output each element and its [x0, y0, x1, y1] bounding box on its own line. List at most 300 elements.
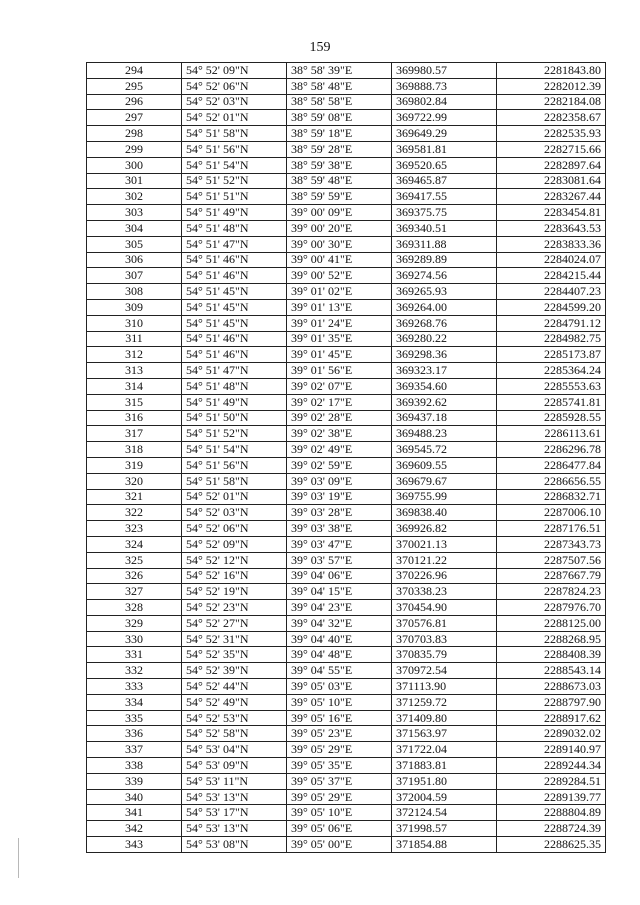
latitude-cell: 54° 52' 19"N — [182, 584, 287, 600]
point-number-cell: 334 — [87, 694, 182, 710]
x-coordinate-cell: 371563.97 — [392, 726, 497, 742]
table-row — [87, 710, 606, 726]
latitude-cell: 54° 52' 49"N — [182, 694, 287, 710]
table-row — [87, 299, 606, 315]
table-row — [87, 394, 606, 410]
point-number-cell: 342 — [87, 821, 182, 837]
x-coordinate-cell: 372004.59 — [392, 789, 497, 805]
x-coordinate-cell: 369679.67 — [392, 473, 497, 489]
x-coordinate-cell: 371409.80 — [392, 710, 497, 726]
y-coordinate-cell: 2288804.89 — [497, 805, 606, 821]
latitude-cell: 54° 52' 01"N — [182, 489, 287, 505]
latitude-cell: 54° 52' 06"N — [182, 78, 287, 94]
latitude-cell: 54° 53' 09"N — [182, 758, 287, 774]
y-coordinate-cell: 2287976.70 — [497, 600, 606, 616]
table-row — [87, 773, 606, 789]
x-coordinate-cell: 370454.90 — [392, 600, 497, 616]
table-row — [87, 363, 606, 379]
point-number-cell: 328 — [87, 600, 182, 616]
x-coordinate-cell: 370021.13 — [392, 536, 497, 552]
longitude-cell: 39° 03' 47"E — [287, 536, 392, 552]
latitude-cell: 54° 51' 56"N — [182, 141, 287, 157]
point-number-cell: 326 — [87, 568, 182, 584]
point-number-cell: 319 — [87, 457, 182, 473]
y-coordinate-cell: 2282358.67 — [497, 110, 606, 126]
y-coordinate-cell: 2287667.79 — [497, 568, 606, 584]
y-coordinate-cell: 2284599.20 — [497, 299, 606, 315]
y-coordinate-cell: 2284024.07 — [497, 252, 606, 268]
table-row — [87, 758, 606, 774]
latitude-cell: 54° 52' 23"N — [182, 600, 287, 616]
point-number-cell: 314 — [87, 378, 182, 394]
y-coordinate-cell: 2282715.66 — [497, 141, 606, 157]
x-coordinate-cell: 369264.00 — [392, 299, 497, 315]
point-number-cell: 307 — [87, 268, 182, 284]
y-coordinate-cell: 2286296.78 — [497, 442, 606, 458]
y-coordinate-cell: 2285928.55 — [497, 410, 606, 426]
longitude-cell: 38° 59' 59"E — [287, 189, 392, 205]
latitude-cell: 54° 51' 56"N — [182, 457, 287, 473]
table-row — [87, 821, 606, 837]
x-coordinate-cell: 369268.76 — [392, 315, 497, 331]
point-number-cell: 325 — [87, 552, 182, 568]
x-coordinate-cell: 369722.99 — [392, 110, 497, 126]
latitude-cell: 54° 51' 46"N — [182, 252, 287, 268]
x-coordinate-cell: 369280.22 — [392, 331, 497, 347]
point-number-cell: 305 — [87, 236, 182, 252]
table-row — [87, 284, 606, 300]
point-number-cell: 332 — [87, 663, 182, 679]
x-coordinate-cell: 370226.96 — [392, 568, 497, 584]
y-coordinate-cell: 2283833.36 — [497, 236, 606, 252]
y-coordinate-cell: 2289244.34 — [497, 758, 606, 774]
longitude-cell: 39° 05' 37"E — [287, 773, 392, 789]
latitude-cell: 54° 53' 11"N — [182, 773, 287, 789]
table-row — [87, 552, 606, 568]
latitude-cell: 54° 52' 27"N — [182, 615, 287, 631]
longitude-cell: 39° 04' 15"E — [287, 584, 392, 600]
point-number-cell: 336 — [87, 726, 182, 742]
latitude-cell: 54° 51' 54"N — [182, 157, 287, 173]
x-coordinate-cell: 369488.23 — [392, 426, 497, 442]
y-coordinate-cell: 2288625.35 — [497, 837, 606, 853]
longitude-cell: 39° 05' 29"E — [287, 742, 392, 758]
table-row — [87, 205, 606, 221]
x-coordinate-cell: 369755.99 — [392, 489, 497, 505]
y-coordinate-cell: 2285741.81 — [497, 394, 606, 410]
point-number-cell: 331 — [87, 647, 182, 663]
x-coordinate-cell: 369926.82 — [392, 521, 497, 537]
latitude-cell: 54° 52' 44"N — [182, 679, 287, 695]
longitude-cell: 39° 04' 23"E — [287, 600, 392, 616]
point-number-cell: 309 — [87, 299, 182, 315]
table-row — [87, 315, 606, 331]
longitude-cell: 38° 58' 58"E — [287, 94, 392, 110]
longitude-cell: 39° 03' 09"E — [287, 473, 392, 489]
point-number-cell: 320 — [87, 473, 182, 489]
longitude-cell: 39° 03' 38"E — [287, 521, 392, 537]
table-row — [87, 615, 606, 631]
y-coordinate-cell: 2283081.64 — [497, 173, 606, 189]
latitude-cell: 54° 51' 50"N — [182, 410, 287, 426]
y-coordinate-cell: 2288125.00 — [497, 615, 606, 631]
table-row — [87, 600, 606, 616]
longitude-cell: 39° 05' 29"E — [287, 789, 392, 805]
latitude-cell: 54° 52' 39"N — [182, 663, 287, 679]
table-row — [87, 536, 606, 552]
x-coordinate-cell: 369649.29 — [392, 126, 497, 142]
y-coordinate-cell: 2284982.75 — [497, 331, 606, 347]
latitude-cell: 54° 52' 31"N — [182, 631, 287, 647]
table-row — [87, 110, 606, 126]
y-coordinate-cell: 2282184.08 — [497, 94, 606, 110]
x-coordinate-cell: 369888.73 — [392, 78, 497, 94]
y-coordinate-cell: 2282897.64 — [497, 157, 606, 173]
point-number-cell: 311 — [87, 331, 182, 347]
longitude-cell: 39° 03' 28"E — [287, 505, 392, 521]
y-coordinate-cell: 2287824.23 — [497, 584, 606, 600]
point-number-cell: 310 — [87, 315, 182, 331]
y-coordinate-cell: 2287507.56 — [497, 552, 606, 568]
x-coordinate-cell: 369311.88 — [392, 236, 497, 252]
longitude-cell: 39° 04' 40"E — [287, 631, 392, 647]
y-coordinate-cell: 2288408.39 — [497, 647, 606, 663]
table-row — [87, 521, 606, 537]
table-row — [87, 473, 606, 489]
longitude-cell: 39° 00' 41"E — [287, 252, 392, 268]
longitude-cell: 39° 01' 13"E — [287, 299, 392, 315]
longitude-cell: 39° 02' 59"E — [287, 457, 392, 473]
table-row — [87, 347, 606, 363]
scan-margin-mark — [18, 838, 19, 878]
latitude-cell: 54° 51' 52"N — [182, 426, 287, 442]
x-coordinate-cell: 370972.54 — [392, 663, 497, 679]
y-coordinate-cell: 2286832.71 — [497, 489, 606, 505]
point-number-cell: 329 — [87, 615, 182, 631]
table-row — [87, 789, 606, 805]
y-coordinate-cell: 2285173.87 — [497, 347, 606, 363]
table-row — [87, 141, 606, 157]
table-row — [87, 220, 606, 236]
longitude-cell: 38° 59' 08"E — [287, 110, 392, 126]
longitude-cell: 38° 58' 48"E — [287, 78, 392, 94]
latitude-cell: 54° 51' 54"N — [182, 442, 287, 458]
point-number-cell: 296 — [87, 94, 182, 110]
point-number-cell: 315 — [87, 394, 182, 410]
longitude-cell: 39° 05' 00"E — [287, 837, 392, 853]
table-row — [87, 489, 606, 505]
table-row — [87, 236, 606, 252]
latitude-cell: 54° 52' 12"N — [182, 552, 287, 568]
longitude-cell: 39° 05' 16"E — [287, 710, 392, 726]
point-number-cell: 324 — [87, 536, 182, 552]
coordinates-table-body — [87, 63, 606, 853]
table-row — [87, 584, 606, 600]
x-coordinate-cell: 370835.79 — [392, 647, 497, 663]
latitude-cell: 54° 52' 58"N — [182, 726, 287, 742]
y-coordinate-cell: 2282012.39 — [497, 78, 606, 94]
x-coordinate-cell: 369838.40 — [392, 505, 497, 521]
longitude-cell: 39° 02' 38"E — [287, 426, 392, 442]
table-row — [87, 426, 606, 442]
x-coordinate-cell: 370576.81 — [392, 615, 497, 631]
latitude-cell: 54° 51' 52"N — [182, 173, 287, 189]
latitude-cell: 54° 52' 35"N — [182, 647, 287, 663]
longitude-cell: 39° 00' 30"E — [287, 236, 392, 252]
point-number-cell: 312 — [87, 347, 182, 363]
point-number-cell: 323 — [87, 521, 182, 537]
point-number-cell: 308 — [87, 284, 182, 300]
y-coordinate-cell: 2289032.02 — [497, 726, 606, 742]
x-coordinate-cell: 371259.72 — [392, 694, 497, 710]
page-number: 159 — [309, 40, 331, 55]
x-coordinate-cell: 369354.60 — [392, 378, 497, 394]
y-coordinate-cell: 2283454.81 — [497, 205, 606, 221]
x-coordinate-cell: 369980.57 — [392, 63, 497, 79]
y-coordinate-cell: 2286477.84 — [497, 457, 606, 473]
x-coordinate-cell: 369323.17 — [392, 363, 497, 379]
y-coordinate-cell: 2283267.44 — [497, 189, 606, 205]
y-coordinate-cell: 2288673.03 — [497, 679, 606, 695]
latitude-cell: 54° 51' 47"N — [182, 363, 287, 379]
point-number-cell: 341 — [87, 805, 182, 821]
longitude-cell: 38° 59' 18"E — [287, 126, 392, 142]
latitude-cell: 54° 51' 46"N — [182, 268, 287, 284]
point-number-cell: 322 — [87, 505, 182, 521]
table-row — [87, 694, 606, 710]
latitude-cell: 54° 52' 01"N — [182, 110, 287, 126]
table-row — [87, 505, 606, 521]
y-coordinate-cell: 2282535.93 — [497, 126, 606, 142]
point-number-cell: 339 — [87, 773, 182, 789]
table-row — [87, 78, 606, 94]
point-number-cell: 330 — [87, 631, 182, 647]
longitude-cell: 39° 05' 35"E — [287, 758, 392, 774]
latitude-cell: 54° 51' 58"N — [182, 473, 287, 489]
table-row — [87, 252, 606, 268]
table-row — [87, 268, 606, 284]
table-row — [87, 189, 606, 205]
latitude-cell: 54° 53' 04"N — [182, 742, 287, 758]
latitude-cell: 54° 52' 16"N — [182, 568, 287, 584]
x-coordinate-cell: 369609.55 — [392, 457, 497, 473]
point-number-cell: 343 — [87, 837, 182, 853]
longitude-cell: 39° 04' 48"E — [287, 647, 392, 663]
longitude-cell: 39° 01' 56"E — [287, 363, 392, 379]
y-coordinate-cell: 2287343.73 — [497, 536, 606, 552]
x-coordinate-cell: 369340.51 — [392, 220, 497, 236]
x-coordinate-cell: 369520.65 — [392, 157, 497, 173]
longitude-cell: 39° 00' 52"E — [287, 268, 392, 284]
latitude-cell: 54° 53' 08"N — [182, 837, 287, 853]
point-number-cell: 335 — [87, 710, 182, 726]
point-number-cell: 340 — [87, 789, 182, 805]
longitude-cell: 39° 02' 07"E — [287, 378, 392, 394]
longitude-cell: 39° 01' 45"E — [287, 347, 392, 363]
x-coordinate-cell: 371998.57 — [392, 821, 497, 837]
table-row — [87, 742, 606, 758]
y-coordinate-cell: 2285364.24 — [497, 363, 606, 379]
table-row — [87, 63, 606, 79]
longitude-cell: 39° 05' 23"E — [287, 726, 392, 742]
latitude-cell: 54° 51' 45"N — [182, 315, 287, 331]
point-number-cell: 300 — [87, 157, 182, 173]
longitude-cell: 39° 02' 49"E — [287, 442, 392, 458]
table-row — [87, 679, 606, 695]
point-number-cell: 313 — [87, 363, 182, 379]
point-number-cell: 299 — [87, 141, 182, 157]
latitude-cell: 54° 52' 53"N — [182, 710, 287, 726]
point-number-cell: 297 — [87, 110, 182, 126]
table-row — [87, 94, 606, 110]
point-number-cell: 294 — [87, 63, 182, 79]
latitude-cell: 54° 51' 45"N — [182, 299, 287, 315]
longitude-cell: 38° 58' 39"E — [287, 63, 392, 79]
point-number-cell: 302 — [87, 189, 182, 205]
point-number-cell: 337 — [87, 742, 182, 758]
longitude-cell: 39° 02' 17"E — [287, 394, 392, 410]
longitude-cell: 39° 00' 20"E — [287, 220, 392, 236]
table-row — [87, 663, 606, 679]
y-coordinate-cell: 2283643.53 — [497, 220, 606, 236]
point-number-cell: 333 — [87, 679, 182, 695]
point-number-cell: 317 — [87, 426, 182, 442]
y-coordinate-cell: 2281843.80 — [497, 63, 606, 79]
x-coordinate-cell: 369392.62 — [392, 394, 497, 410]
longitude-cell: 39° 01' 24"E — [287, 315, 392, 331]
x-coordinate-cell: 370703.83 — [392, 631, 497, 647]
point-number-cell: 298 — [87, 126, 182, 142]
x-coordinate-cell: 370338.23 — [392, 584, 497, 600]
x-coordinate-cell: 371722.04 — [392, 742, 497, 758]
longitude-cell: 39° 01' 35"E — [287, 331, 392, 347]
longitude-cell: 39° 04' 55"E — [287, 663, 392, 679]
latitude-cell: 54° 51' 48"N — [182, 220, 287, 236]
latitude-cell: 54° 51' 58"N — [182, 126, 287, 142]
latitude-cell: 54° 51' 48"N — [182, 378, 287, 394]
table-row — [87, 837, 606, 853]
y-coordinate-cell: 2284407.23 — [497, 284, 606, 300]
point-number-cell: 316 — [87, 410, 182, 426]
table-row — [87, 378, 606, 394]
x-coordinate-cell: 371951.80 — [392, 773, 497, 789]
y-coordinate-cell: 2286656.55 — [497, 473, 606, 489]
point-number-cell: 303 — [87, 205, 182, 221]
latitude-cell: 54° 53' 17"N — [182, 805, 287, 821]
latitude-cell: 54° 51' 49"N — [182, 394, 287, 410]
latitude-cell: 54° 52' 09"N — [182, 536, 287, 552]
longitude-cell: 39° 00' 09"E — [287, 205, 392, 221]
longitude-cell: 38° 59' 28"E — [287, 141, 392, 157]
x-coordinate-cell: 371113.90 — [392, 679, 497, 695]
longitude-cell: 39° 03' 19"E — [287, 489, 392, 505]
longitude-cell: 39° 03' 57"E — [287, 552, 392, 568]
y-coordinate-cell: 2289139.77 — [497, 789, 606, 805]
latitude-cell: 54° 52' 03"N — [182, 94, 287, 110]
table-row — [87, 173, 606, 189]
latitude-cell: 54° 51' 51"N — [182, 189, 287, 205]
y-coordinate-cell: 2288797.90 — [497, 694, 606, 710]
x-coordinate-cell: 369289.89 — [392, 252, 497, 268]
y-coordinate-cell: 2288724.39 — [497, 821, 606, 837]
longitude-cell: 39° 05' 03"E — [287, 679, 392, 695]
table-row — [87, 410, 606, 426]
point-number-cell: 306 — [87, 252, 182, 268]
x-coordinate-cell: 369545.72 — [392, 442, 497, 458]
longitude-cell: 39° 05' 10"E — [287, 694, 392, 710]
y-coordinate-cell: 2289140.97 — [497, 742, 606, 758]
latitude-cell: 54° 51' 45"N — [182, 284, 287, 300]
longitude-cell: 39° 04' 32"E — [287, 615, 392, 631]
point-number-cell: 301 — [87, 173, 182, 189]
latitude-cell: 54° 52' 06"N — [182, 521, 287, 537]
coordinates-table — [86, 62, 606, 853]
y-coordinate-cell: 2284215.44 — [497, 268, 606, 284]
y-coordinate-cell: 2285553.63 — [497, 378, 606, 394]
latitude-cell: 54° 51' 49"N — [182, 205, 287, 221]
table-row — [87, 457, 606, 473]
latitude-cell: 54° 51' 46"N — [182, 347, 287, 363]
table-row — [87, 442, 606, 458]
x-coordinate-cell: 371854.88 — [392, 837, 497, 853]
latitude-cell: 54° 53' 13"N — [182, 821, 287, 837]
y-coordinate-cell: 2288268.95 — [497, 631, 606, 647]
latitude-cell: 54° 52' 03"N — [182, 505, 287, 521]
table-row — [87, 568, 606, 584]
point-number-cell: 304 — [87, 220, 182, 236]
x-coordinate-cell: 369802.84 — [392, 94, 497, 110]
latitude-cell: 54° 52' 09"N — [182, 63, 287, 79]
y-coordinate-cell: 2287006.10 — [497, 505, 606, 521]
x-coordinate-cell: 369581.81 — [392, 141, 497, 157]
table-row — [87, 331, 606, 347]
x-coordinate-cell: 372124.54 — [392, 805, 497, 821]
longitude-cell: 39° 04' 06"E — [287, 568, 392, 584]
latitude-cell: 54° 53' 13"N — [182, 789, 287, 805]
longitude-cell: 38° 59' 48"E — [287, 173, 392, 189]
x-coordinate-cell: 369375.75 — [392, 205, 497, 221]
point-number-cell: 318 — [87, 442, 182, 458]
y-coordinate-cell: 2288917.62 — [497, 710, 606, 726]
x-coordinate-cell: 369465.87 — [392, 173, 497, 189]
latitude-cell: 54° 51' 46"N — [182, 331, 287, 347]
table-row — [87, 126, 606, 142]
x-coordinate-cell: 370121.22 — [392, 552, 497, 568]
table-row — [87, 805, 606, 821]
x-coordinate-cell: 369417.55 — [392, 189, 497, 205]
point-number-cell: 295 — [87, 78, 182, 94]
x-coordinate-cell: 369437.18 — [392, 410, 497, 426]
longitude-cell: 39° 05' 10"E — [287, 805, 392, 821]
y-coordinate-cell: 2287176.51 — [497, 521, 606, 537]
y-coordinate-cell: 2286113.61 — [497, 426, 606, 442]
x-coordinate-cell: 369274.56 — [392, 268, 497, 284]
table-row — [87, 631, 606, 647]
longitude-cell: 38° 59' 38"E — [287, 157, 392, 173]
x-coordinate-cell: 369265.93 — [392, 284, 497, 300]
y-coordinate-cell: 2284791.12 — [497, 315, 606, 331]
latitude-cell: 54° 51' 47"N — [182, 236, 287, 252]
longitude-cell: 39° 05' 06"E — [287, 821, 392, 837]
x-coordinate-cell: 369298.36 — [392, 347, 497, 363]
x-coordinate-cell: 371883.81 — [392, 758, 497, 774]
y-coordinate-cell: 2288543.14 — [497, 663, 606, 679]
table-row — [87, 647, 606, 663]
point-number-cell: 327 — [87, 584, 182, 600]
table-row — [87, 726, 606, 742]
table-row — [87, 157, 606, 173]
y-coordinate-cell: 2289284.51 — [497, 773, 606, 789]
